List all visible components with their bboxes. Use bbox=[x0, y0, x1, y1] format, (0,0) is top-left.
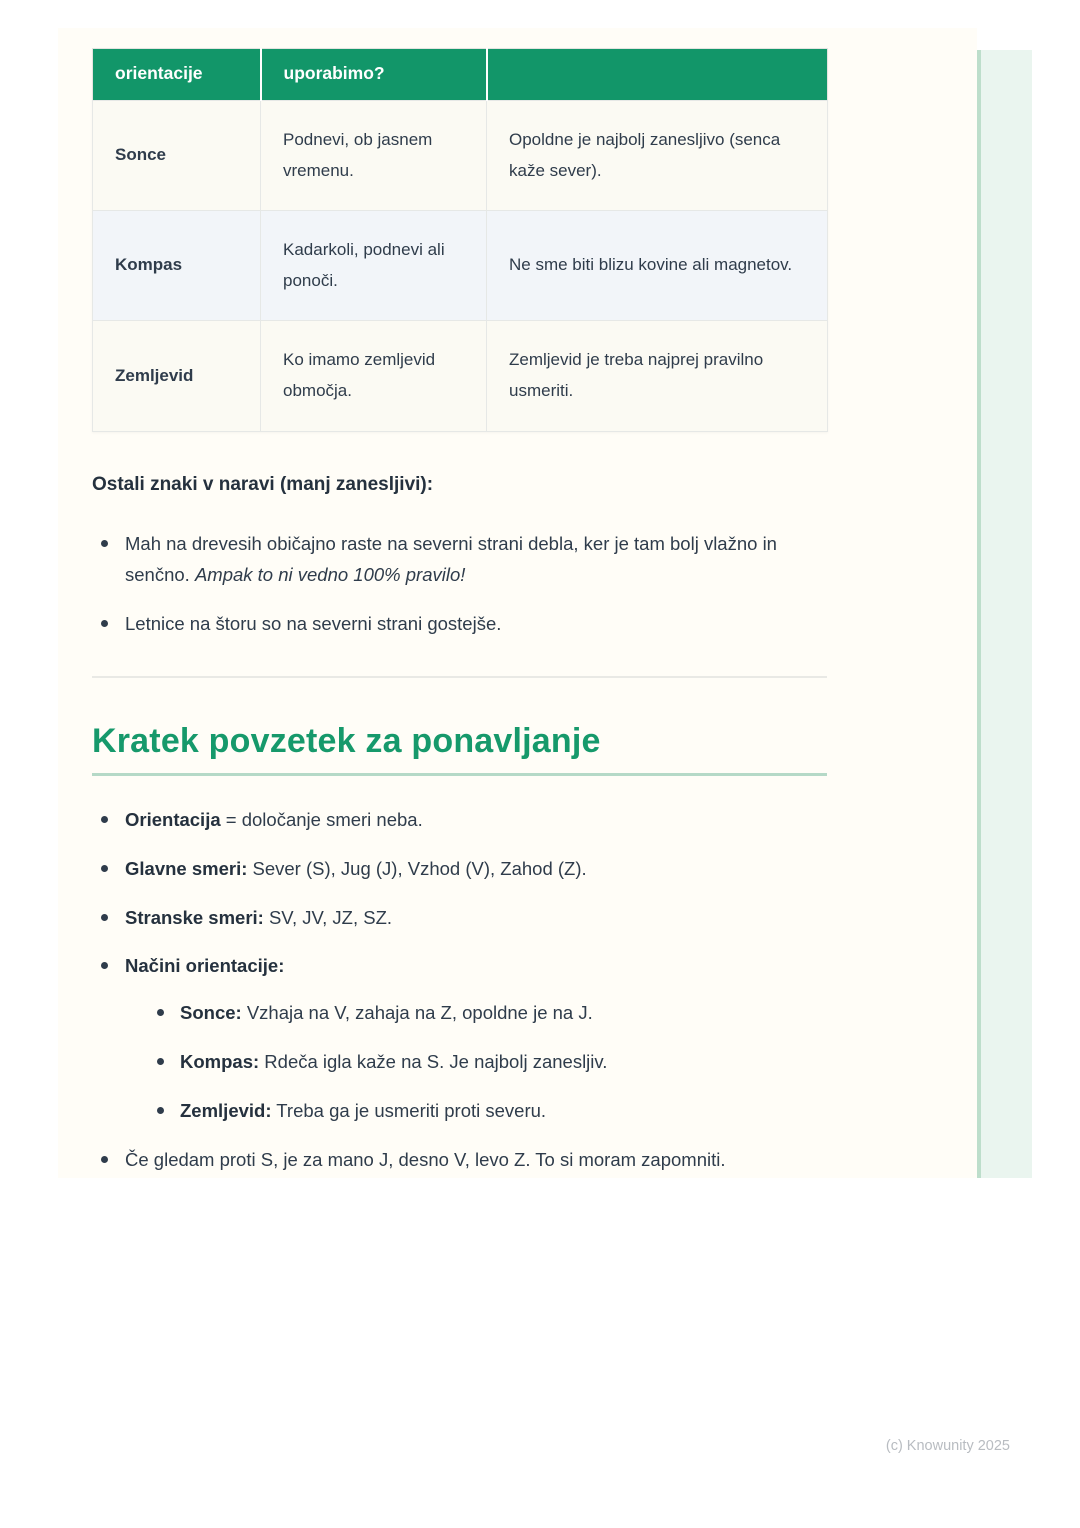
row-when: Ko imamo zemljevid območja. bbox=[261, 321, 487, 431]
summary-item-bold: Stranske smeri: bbox=[125, 906, 264, 928]
section-divider bbox=[92, 676, 827, 678]
table-header-method: orientacije bbox=[93, 49, 261, 101]
signs-item-text: Mah na drevesih običajno raste na severni strani debla, ker je tam bolj vlažno in senčno. bbox=[125, 532, 777, 586]
summary-sub-item-kompas bbox=[157, 1046, 827, 1078]
summary-item-rest: Sever (S), Jug (J), Vzhod (V), Zahod (Z). bbox=[247, 857, 587, 879]
summary-sub-item-zemljevid bbox=[157, 1095, 827, 1127]
right-accent-stripe bbox=[977, 50, 1032, 1178]
table-row-sonce bbox=[93, 101, 828, 211]
summary-sub-list bbox=[125, 997, 827, 1126]
signs-item-text: Letnice na štoru so na severni strani gostejše. bbox=[125, 613, 502, 635]
page-content bbox=[92, 48, 827, 1193]
summary-item-rest: = določanje smeri neba. bbox=[220, 809, 423, 830]
table-row-kompas bbox=[93, 211, 828, 321]
signs-list-item-moss bbox=[92, 528, 827, 592]
summary-item-bold: Orientacija bbox=[125, 809, 221, 830]
table-header-note bbox=[487, 49, 828, 101]
summary-sub-bold: Zemljevid: bbox=[180, 1099, 272, 1121]
summary-item-orientacija bbox=[92, 804, 827, 836]
summary-sub-rest: Vzhaja na V, zahaja na Z, opoldne je na J. bbox=[241, 1002, 593, 1024]
row-label: Kompas bbox=[93, 211, 261, 321]
row-note: Ne sme biti blizu kovine ali magnetov. bbox=[487, 211, 828, 321]
table-header-row bbox=[93, 49, 828, 101]
orientation-table bbox=[92, 48, 828, 432]
summary-item-glavne-smeri bbox=[92, 853, 827, 885]
table-row-zemljevid bbox=[93, 321, 828, 431]
row-when: Kadarkoli, podnevi ali ponoči. bbox=[261, 211, 487, 321]
summary-sub-bold: Sonce: bbox=[180, 1002, 242, 1024]
summary-sub-item-sonce bbox=[157, 997, 827, 1029]
summary-final-text: Če gledam proti S, je za mano J, desno V, levo Z. To si moram zapomniti. bbox=[125, 1148, 726, 1170]
summary-item-bold: Glavne smeri: bbox=[125, 857, 248, 879]
row-label: Sonce bbox=[93, 101, 261, 211]
summary-sub-rest: Treba ga je usmeriti proti severu. bbox=[271, 1099, 547, 1121]
signs-item-italic: Ampak to ni vedno 100% pravilo! bbox=[194, 564, 466, 586]
summary-item-bold: Načini orientacije: bbox=[125, 955, 285, 977]
row-when: Podnevi, ob jasnem vremenu. bbox=[261, 101, 487, 211]
summary-item-rest: SV, JV, JZ, SZ. bbox=[263, 906, 393, 928]
summary-item-final bbox=[92, 1144, 827, 1176]
summary-title: Kratek povzetek za ponavljanje bbox=[92, 722, 827, 776]
row-label: Zemljevid bbox=[93, 321, 261, 431]
table-header-when: uporabimo? bbox=[261, 49, 487, 101]
footer-copyright: (c) Knowunity 2025 bbox=[885, 1438, 1010, 1454]
signs-list bbox=[92, 528, 827, 640]
summary-sub-bold: Kompas: bbox=[180, 1051, 260, 1073]
signs-heading: Ostali znaki v naravi (manj zanesljivi): bbox=[92, 473, 434, 495]
row-note: Zemljevid je treba najprej pravilno usmeriti. bbox=[487, 321, 828, 431]
summary-list bbox=[92, 804, 827, 1176]
signs-list-item-rings bbox=[92, 608, 827, 640]
summary-sub-rest: Rdeča igla kaže na S. Je najbolj zanesljiv. bbox=[259, 1051, 608, 1073]
row-note: Opoldne je najbolj zanesljivo (senca kaže sever). bbox=[487, 101, 828, 211]
summary-item-nacini-orientacije bbox=[92, 950, 827, 1126]
summary-item-stranske-smeri bbox=[92, 902, 827, 934]
